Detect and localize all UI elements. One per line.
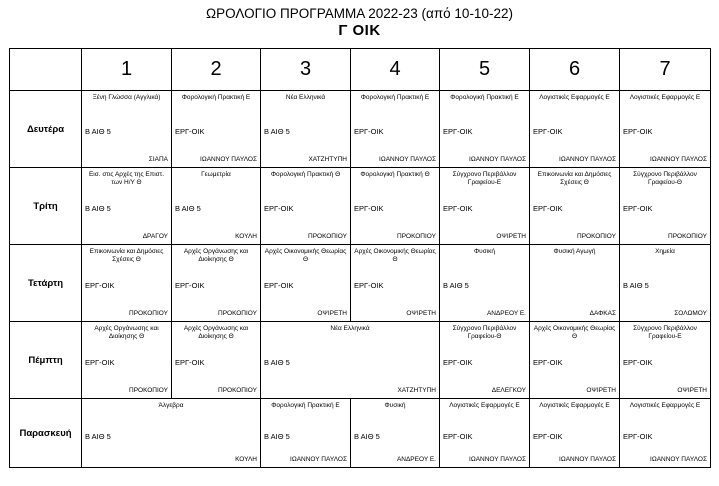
lesson-subject: Φορολογική Πρακτική Ε — [271, 402, 340, 409]
lesson-teacher: ΠΡΟΚΟΠΙΟΥ — [308, 233, 347, 240]
lesson-subject: Επικοινωνία και Δημόσιες Σχέσεις Θ — [89, 248, 164, 263]
lesson-subject: Φορολογική Πρακτική Ε — [360, 94, 430, 101]
lesson-cell — [351, 91, 440, 168]
lesson-cell — [82, 399, 261, 468]
lesson-room: ΕΡΓ-ΟΙΚ — [354, 204, 384, 213]
lesson-room: Β ΑΙΘ 5 — [354, 432, 380, 441]
lesson-room: ΕΡΓ-ΟΙΚ — [623, 358, 653, 367]
lesson-cell — [172, 91, 261, 168]
schedule-title: ΩΡΟΛΟΓΙΟ ΠΡΟΓΡΑΜΜΑ 2022-23 (από 10-10-22) — [206, 6, 513, 21]
lesson-cell — [530, 91, 620, 168]
period-number: 6 — [530, 49, 620, 91]
lesson-subject: Νέα Ελληνικά — [330, 325, 370, 332]
lesson-cell — [82, 91, 172, 168]
lesson-room: ΕΡΓ-ΟΙΚ — [175, 281, 205, 290]
lesson-teacher: ΙΩΑΝΝΟΥ ΠΑΥΛΟΣ — [290, 456, 347, 463]
period-number: 2 — [172, 49, 261, 91]
lesson-room: ΕΡΓ-ΟΙΚ — [443, 204, 473, 213]
lesson-teacher: ΣΟΛΩΜΟΥ — [674, 310, 707, 317]
lesson-room: Β ΑΙΘ 5 — [85, 127, 111, 136]
lesson-teacher: ΠΡΟΚΟΠΙΟΥ — [218, 387, 257, 394]
lesson-teacher: ΑΝΔΡΕΟΥ Ε. — [396, 456, 436, 463]
period-header-row — [10, 49, 711, 91]
lesson-subject: Φυσική Αγωγή — [553, 248, 596, 255]
lesson-room: ΕΡΓ-ΟΙΚ — [354, 281, 384, 290]
lesson-teacher: ΙΩΑΝΝΟΥ ΠΑΥΛΟΣ — [469, 456, 526, 463]
lesson-room: ΕΡΓ-ΟΙΚ — [533, 432, 563, 441]
lesson-cell — [530, 322, 620, 399]
lesson-cell — [261, 322, 440, 399]
lesson-subject: Αρχές Οικονομικής Θεωρίας Θ — [354, 248, 436, 263]
period-number: 5 — [440, 49, 530, 91]
lesson-room: ΕΡΓ-ΟΙΚ — [443, 127, 473, 136]
lesson-subject: Εισ. στις Αρχές της Επιστ. των Η/Υ Θ — [88, 171, 165, 186]
lesson-subject: Λογιστικές Εφαρμογές Ε — [539, 402, 610, 409]
lesson-subject: Σύγχρονο Περιβάλλον Γραφείου-Ε — [452, 171, 517, 186]
lesson-room: ΕΡΓ-ΟΙΚ — [533, 127, 563, 136]
lesson-room: Β ΑΙΘ 5 — [175, 204, 201, 213]
lesson-subject: Αρχές Οικονομικής Θεωρίας Θ — [533, 325, 616, 340]
lesson-room: Β ΑΙΘ 5 — [623, 281, 649, 290]
period-number: 1 — [82, 49, 172, 91]
day-name: Τρίτη — [10, 168, 82, 245]
lesson-subject: Νέα Ελληνικά — [285, 94, 326, 101]
lesson-subject: Λογιστικές Εφαρμογές Ε — [449, 402, 520, 409]
timetable — [9, 48, 711, 468]
lesson-teacher: ΔΡΑΓΟΥ — [142, 233, 168, 240]
lesson-room: ΕΡΓ-ΟΙΚ — [264, 281, 294, 290]
lesson-room: ΕΡΓ-ΟΙΚ — [623, 204, 653, 213]
lesson-subject: Αρχές Οργάνωσης και Διοίκησης Θ — [183, 325, 249, 340]
day-name: Τετάρτη — [10, 245, 82, 322]
lesson-cell — [82, 168, 172, 245]
lesson-subject: Σύγχρονο Περιβάλλον Γραφείου-Θ — [452, 325, 517, 340]
lesson-subject: Σύγχρονο Περιβάλλον Γραφείου-Ε — [633, 325, 697, 340]
lesson-subject: Φυσική — [384, 402, 406, 409]
lesson-room: ΕΡΓ-ΟΙΚ — [85, 281, 115, 290]
day-row — [10, 245, 711, 322]
lesson-teacher: ΠΡΟΚΟΠΙΟΥ — [577, 233, 616, 240]
lesson-room: Β ΑΙΘ 5 — [85, 432, 111, 441]
lesson-teacher: ΚΟΥΛΗ — [235, 233, 257, 240]
lesson-subject: Άλγεβρα — [158, 402, 184, 409]
lesson-cell — [261, 245, 351, 322]
lesson-subject: Ξένη Γλώσσα (Αγγλικά) — [92, 94, 161, 101]
lesson-room: ΕΡΓ-ΟΙΚ — [533, 358, 563, 367]
lesson-cell — [530, 168, 620, 245]
lesson-subject: Επικοινωνία και Δημόσιες Σχέσεις Θ — [537, 171, 612, 186]
lesson-teacher: ΔΕΛΕΓΚΟΥ — [491, 387, 526, 394]
lesson-subject: Αρχές Οργάνωσης και Διοίκησης Θ — [94, 325, 159, 340]
corner-cell — [10, 49, 82, 91]
lesson-room: ΕΡΓ-ΟΙΚ — [443, 432, 473, 441]
lesson-room: Β ΑΙΘ 5 — [264, 358, 290, 367]
lesson-cell — [440, 91, 530, 168]
lesson-teacher: ΣΙΑΠΑ — [148, 156, 168, 163]
lesson-room: Β ΑΙΘ 5 — [85, 204, 111, 213]
lesson-subject: Λογιστικές Εφαρμογές Ε — [629, 94, 701, 101]
lesson-teacher: ΟΨΙΡΕΤΗ — [586, 387, 616, 394]
lesson-cell — [620, 168, 711, 245]
lesson-teacher: ΙΩΑΝΝΟΥ ΠΑΥΛΟΣ — [379, 156, 436, 163]
lesson-cell — [620, 91, 711, 168]
lesson-teacher: ΧΑΤΖΗΤΥΠΗ — [397, 387, 436, 394]
lesson-teacher: ΠΡΟΚΟΠΙΟΥ — [397, 233, 436, 240]
lesson-cell — [530, 245, 620, 322]
lesson-subject: Αρχές Οικονομικής Θεωρίας Θ — [264, 248, 347, 263]
lesson-teacher: ΟΨΙΡΕΤΗ — [496, 233, 526, 240]
lesson-cell — [82, 322, 172, 399]
lesson-room: Β ΑΙΘ 5 — [264, 127, 290, 136]
lesson-cell — [440, 322, 530, 399]
lesson-room: ΕΡΓ-ΟΙΚ — [354, 127, 384, 136]
lesson-room: ΕΡΓ-ΟΙΚ — [533, 204, 563, 213]
lesson-subject: Φορολογική Πρακτική Θ — [360, 171, 430, 178]
lesson-subject: Λογιστικές Εφαρμογές Ε — [539, 94, 610, 101]
lesson-cell — [172, 168, 261, 245]
lesson-teacher: ΠΡΟΚΟΠΙΟΥ — [129, 387, 168, 394]
lesson-cell — [351, 245, 440, 322]
lesson-cell — [172, 322, 261, 399]
lesson-cell — [620, 322, 711, 399]
lesson-room: ΕΡΓ-ΟΙΚ — [175, 358, 205, 367]
lesson-cell — [351, 399, 440, 468]
lesson-room: ΕΡΓ-ΟΙΚ — [175, 127, 205, 136]
lesson-teacher: ΙΩΑΝΝΟΥ ΠΑΥΛΟΣ — [650, 156, 707, 163]
lesson-teacher: ΠΡΟΚΟΠΙΟΥ — [129, 310, 168, 317]
lesson-cell — [440, 399, 530, 468]
lesson-cell — [440, 168, 530, 245]
lesson-subject: Φορολογική Πρακτική Ε — [181, 94, 251, 101]
class-name: Γ ΟΙΚ — [338, 22, 381, 39]
lesson-cell — [172, 245, 261, 322]
day-row — [10, 322, 711, 399]
lesson-teacher: ΧΑΤΖΗΤΥΠΗ — [308, 156, 347, 163]
lesson-teacher: ΟΨΙΡΕΤΗ — [317, 310, 347, 317]
lesson-room: Β ΑΙΘ 5 — [264, 432, 290, 441]
lesson-teacher: ΟΨΙΡΕΤΗ — [677, 387, 707, 394]
lesson-teacher: ΟΨΙΡΕΤΗ — [406, 310, 436, 317]
day-name: Πέμπτη — [10, 322, 82, 399]
lesson-cell — [261, 399, 351, 468]
day-row — [10, 399, 711, 468]
lesson-teacher: ΔΑΦΚΑΣ — [589, 310, 616, 317]
lesson-subject: Λογιστικές Εφαρμογές Ε — [629, 402, 701, 409]
lesson-teacher: ΙΩΑΝΝΟΥ ΠΑΥΛΟΣ — [469, 156, 526, 163]
lesson-cell — [261, 91, 351, 168]
period-number: 7 — [620, 49, 711, 91]
day-name: Παρασκευή — [10, 399, 82, 468]
lesson-teacher: ΙΩΑΝΝΟΥ ΠΑΥΛΟΣ — [559, 156, 616, 163]
lesson-room: ΕΡΓ-ΟΙΚ — [623, 432, 653, 441]
lesson-teacher: ΙΩΑΝΝΟΥ ΠΑΥΛΟΣ — [200, 156, 257, 163]
period-number: 3 — [261, 49, 351, 91]
day-row — [10, 168, 711, 245]
period-number: 4 — [351, 49, 440, 91]
lesson-cell — [82, 245, 172, 322]
lesson-subject: Φυσική — [473, 248, 496, 255]
lesson-subject: Φορολογική Πρακτική Ε — [450, 94, 519, 101]
lesson-cell — [620, 245, 711, 322]
day-name: Δευτέρα — [10, 91, 82, 168]
lesson-room: Β ΑΙΘ 5 — [443, 281, 469, 290]
lesson-cell — [620, 399, 711, 468]
lesson-teacher: ΚΟΥΛΗ — [235, 456, 257, 463]
lesson-cell — [440, 245, 530, 322]
lesson-teacher: ΑΝΔΡΕΟΥ Ε. — [486, 310, 526, 317]
lesson-cell — [351, 168, 440, 245]
lesson-teacher: ΠΡΟΚΟΠΙΟΥ — [668, 233, 707, 240]
lesson-teacher: ΙΩΑΝΝΟΥ ΠΑΥΛΟΣ — [650, 456, 707, 463]
lesson-subject: Σύγχρονο Περιβάλλον Γραφείου-Θ — [633, 171, 697, 186]
lesson-subject: Γεωμετρία — [201, 171, 231, 178]
lesson-room: ΕΡΓ-ΟΙΚ — [623, 127, 653, 136]
lesson-subject: Αρχές Οργάνωσης και Διοίκησης Θ — [183, 248, 249, 263]
lesson-cell — [530, 399, 620, 468]
day-row — [10, 91, 711, 168]
lesson-subject: Χημεία — [655, 248, 675, 255]
lesson-room: ΕΡΓ-ΟΙΚ — [264, 204, 294, 213]
lesson-room: ΕΡΓ-ΟΙΚ — [443, 358, 473, 367]
lesson-room: ΕΡΓ-ΟΙΚ — [85, 358, 115, 367]
lesson-cell — [261, 168, 351, 245]
lesson-subject: Φορολογική Πρακτική Θ — [270, 171, 341, 178]
lesson-teacher: ΙΩΑΝΝΟΥ ΠΑΥΛΟΣ — [559, 456, 616, 463]
lesson-teacher: ΠΡΟΚΟΠΙΟΥ — [218, 310, 257, 317]
